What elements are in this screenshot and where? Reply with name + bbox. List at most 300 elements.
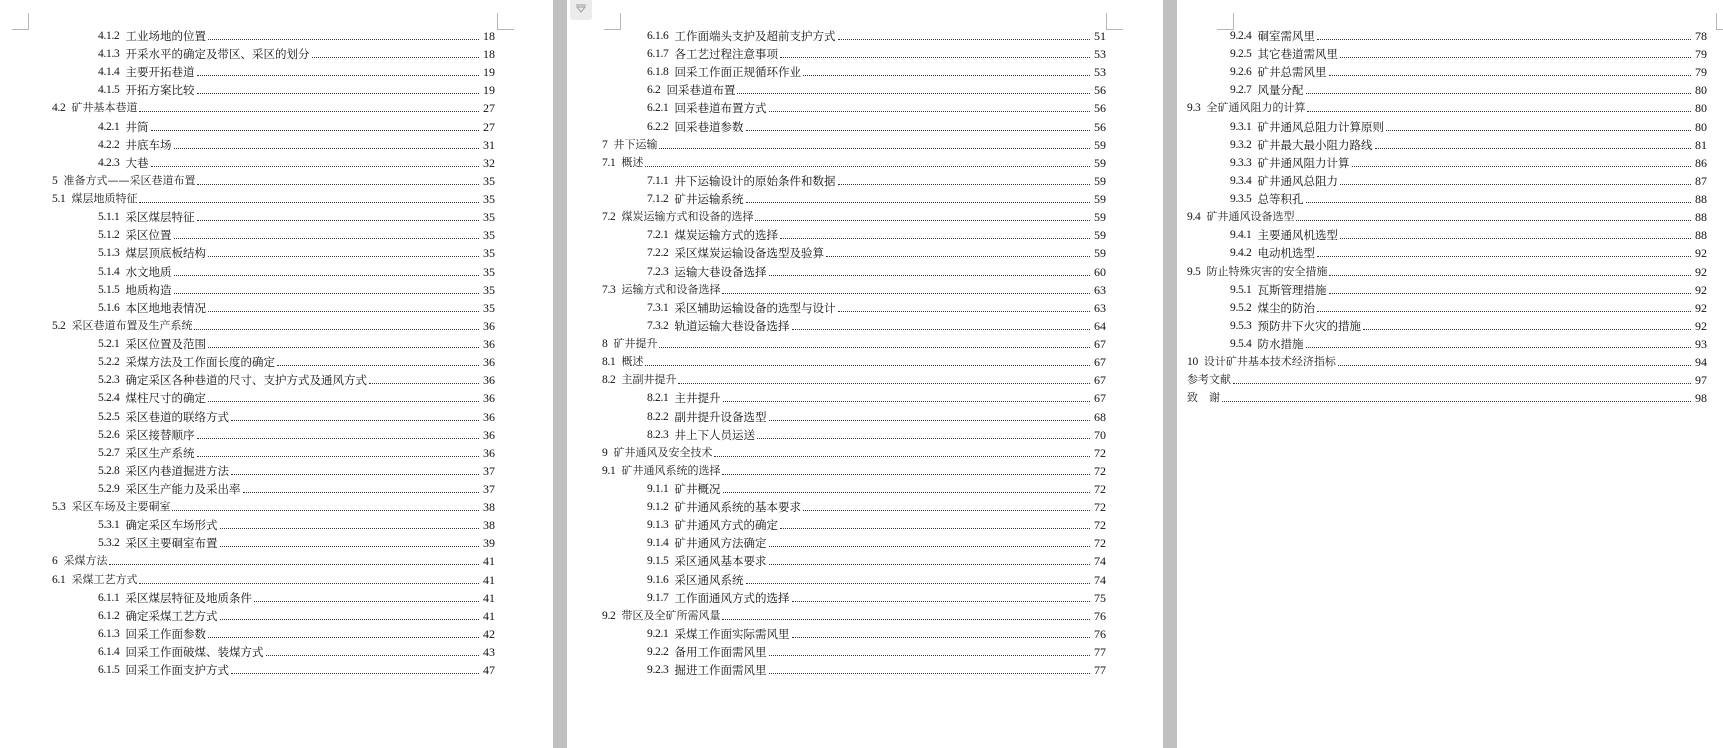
toc-entry-title: 采区煤层特征 xyxy=(125,210,195,225)
toc-entry-page-number: 41 xyxy=(483,554,495,569)
toc-entry-number: 8.2.1 xyxy=(647,392,669,405)
toc-entry-number: 9.1.2 xyxy=(647,501,669,514)
dot-leader xyxy=(1386,129,1691,131)
toc-entry-page-number: 68 xyxy=(1094,409,1106,424)
toc-entry[interactable] xyxy=(98,426,495,444)
toc-entry-title: 采区位置 xyxy=(125,228,172,243)
dot-leader xyxy=(1340,56,1691,58)
dot-leader xyxy=(231,672,479,674)
toc-entry-title: 采区辅助运输设备的选型与设计 xyxy=(674,300,836,315)
toc-entry[interactable] xyxy=(647,299,1106,317)
toc-entry[interactable] xyxy=(1230,118,1707,136)
toc-entry-page-number: 53 xyxy=(1094,47,1106,62)
toc-entry-page-number: 76 xyxy=(1094,608,1106,623)
toc-entry-number: 6 xyxy=(52,555,58,568)
toc-entry-number: 9.1.1 xyxy=(647,483,669,495)
dot-leader xyxy=(722,618,1090,620)
toc-entry-page-number: 75 xyxy=(1094,590,1106,605)
toc-entry-title: 准备方式——采区巷道布置 xyxy=(63,173,196,187)
toc-entry[interactable] xyxy=(1230,154,1707,172)
dot-leader xyxy=(723,491,1090,493)
toc-entry[interactable] xyxy=(602,444,1106,462)
toc-entry[interactable] xyxy=(98,408,495,426)
dot-leader xyxy=(737,92,1090,94)
toc-entry[interactable] xyxy=(647,118,1106,136)
dot-leader xyxy=(714,455,1090,457)
toc-entry[interactable] xyxy=(98,589,495,607)
toc-entry[interactable] xyxy=(1230,27,1707,45)
toc-entry[interactable] xyxy=(1230,317,1707,335)
toc-entry-page-number: 59 xyxy=(1094,228,1106,243)
toc-entry-number: 8 xyxy=(602,338,608,351)
dot-leader xyxy=(780,56,1090,58)
dot-leader xyxy=(803,74,1090,76)
toc-entry[interactable] xyxy=(98,118,495,136)
dot-leader xyxy=(1317,38,1691,40)
dot-leader xyxy=(1222,400,1691,402)
toc-entry-title: 采煤工艺方式 xyxy=(71,572,138,586)
toc-entry[interactable] xyxy=(98,45,495,63)
toc-entry-number: 6.1.6 xyxy=(647,30,669,42)
toc-entry-title: 煤柱尺寸的确定 xyxy=(125,391,207,406)
toc-entry[interactable] xyxy=(1187,263,1707,281)
toc-entry[interactable] xyxy=(602,353,1106,371)
toc-entry-number: 9.3.5 xyxy=(1230,193,1252,206)
dot-leader xyxy=(1306,346,1691,348)
toc-entry[interactable] xyxy=(647,99,1106,117)
dot-leader xyxy=(139,201,479,203)
toc-entry[interactable] xyxy=(647,625,1106,643)
toc-entry-title: 回采工作面破煤、装煤方式 xyxy=(125,645,264,660)
dot-leader xyxy=(769,672,1090,674)
dot-leader xyxy=(220,618,479,620)
toc-entry-page-number: 19 xyxy=(483,65,495,80)
toc-entry-page-number: 94 xyxy=(1695,355,1707,370)
dot-leader xyxy=(1317,255,1691,257)
toc-entry[interactable] xyxy=(647,552,1106,570)
toc-entry-title: 回采工作面支护方式 xyxy=(125,663,230,678)
toc-entry-title: 矿井通风方法确定 xyxy=(674,536,767,551)
toc-entry-number: 5.2.8 xyxy=(98,464,120,477)
toc-entry-page-number: 59 xyxy=(1094,210,1106,225)
toc-entry-page-number: 35 xyxy=(483,246,495,261)
toc-entry[interactable] xyxy=(602,154,1106,172)
dot-leader xyxy=(659,346,1090,348)
toc-entry-page-number: 88 xyxy=(1695,192,1707,207)
toc-entry-title: 带区及全矿所需风量 xyxy=(621,608,721,622)
toc-entry[interactable] xyxy=(647,190,1106,208)
toc-entry-page-number: 42 xyxy=(483,626,495,641)
toc-entry[interactable] xyxy=(1230,335,1707,353)
toc-entry-title: 煤炭运输方式的选择 xyxy=(674,228,779,243)
toc-entry-title: 采区位置及范围 xyxy=(125,337,207,352)
toc-entry[interactable] xyxy=(647,516,1106,534)
toc-entry-title: 矿井基本巷道 xyxy=(71,101,138,115)
toc-entry[interactable] xyxy=(98,389,495,407)
toc-entry-page-number: 64 xyxy=(1094,318,1106,333)
toc-entry[interactable] xyxy=(98,643,495,661)
toc-entry-number: 5.2 xyxy=(52,319,66,332)
toc-entry[interactable] xyxy=(602,371,1106,389)
dot-leader xyxy=(220,527,479,529)
dot-leader xyxy=(803,509,1090,511)
dot-leader xyxy=(151,129,479,131)
dot-leader xyxy=(231,419,479,421)
dot-leader xyxy=(792,600,1090,602)
toc-entry[interactable] xyxy=(98,462,495,480)
toc-entry-number: 9.2.2 xyxy=(647,646,669,659)
toc-entry-page-number: 41 xyxy=(483,590,495,605)
toc-entry-number: 9.5 xyxy=(1187,265,1201,278)
toc-entry-title: 运输大巷设备选择 xyxy=(674,264,767,279)
toc-entry[interactable] xyxy=(1230,63,1707,81)
dot-leader xyxy=(151,165,479,167)
toc-entry-page-number: 93 xyxy=(1695,337,1707,352)
toc-entry-number: 9.3.1 xyxy=(1230,120,1252,133)
toc-entry-number: 7.2 xyxy=(602,211,616,224)
toc-entry-page-number: 36 xyxy=(483,337,495,352)
toc-entry-number: 5.3.2 xyxy=(98,537,120,550)
dot-leader xyxy=(1307,110,1691,112)
toc-entry-number: 6.1.5 xyxy=(98,664,120,677)
toc-entry-title: 矿井通风阻力计算 xyxy=(1257,155,1350,170)
toc-entry[interactable] xyxy=(98,516,495,534)
toc-entry-page-number: 59 xyxy=(1094,173,1106,188)
toc-entry-number: 9.3 xyxy=(1187,102,1201,115)
toc-entry-number: 9.5.4 xyxy=(1230,338,1252,351)
toc-entry-title: 采煤方法及工作面长度的确定 xyxy=(125,355,276,370)
toc-entry-number: 5.3 xyxy=(52,501,66,514)
toc-entry-title: 矿井总需风里 xyxy=(1257,65,1327,80)
toc-entry-title: 确定采区各种巷道的尺寸、支护方式及通风方式 xyxy=(125,373,368,388)
toc-entry[interactable] xyxy=(1230,172,1707,190)
toc-entry[interactable] xyxy=(98,335,495,353)
toc-entry[interactable] xyxy=(52,172,495,190)
toc-entry-page-number: 59 xyxy=(1094,192,1106,207)
toc-entry[interactable] xyxy=(647,661,1106,679)
dot-leader xyxy=(208,38,479,40)
toc-entry-number: 8.1 xyxy=(602,356,616,369)
dot-leader xyxy=(659,147,1090,149)
toc-entry-page-number: 18 xyxy=(483,29,495,43)
toc-entry[interactable] xyxy=(1230,226,1707,244)
toc-entry-title: 参考文献 xyxy=(1187,373,1231,387)
toc-entry-title: 硐室需风里 xyxy=(1257,29,1316,43)
dot-leader xyxy=(243,491,479,493)
toc-entry[interactable] xyxy=(602,281,1106,299)
toc-entry[interactable] xyxy=(1187,389,1707,407)
toc-entry-title: 煤尘的防治 xyxy=(1257,300,1316,315)
toc-entry-title: 采区通风系统 xyxy=(674,572,744,587)
dot-leader xyxy=(723,400,1090,402)
toc-entry-page-number: 72 xyxy=(1094,463,1106,478)
toc-entry-number: 4.1.3 xyxy=(98,48,120,61)
toc-entry-number: 9.1.7 xyxy=(647,591,669,604)
toc-entry-number: 9.1 xyxy=(602,464,616,477)
toc-entry-page-number: 36 xyxy=(483,373,495,388)
toc-entry[interactable] xyxy=(602,208,1106,226)
dot-leader xyxy=(220,545,479,547)
toc-entry-page-number: 36 xyxy=(483,409,495,424)
toc-entry[interactable] xyxy=(98,371,495,389)
toc-entry-title: 矿井通风及安全技术 xyxy=(613,445,713,459)
toc-entry[interactable] xyxy=(98,27,495,45)
toc-entry[interactable] xyxy=(1230,81,1707,99)
dot-leader xyxy=(266,654,479,656)
toc-entry-page-number: 53 xyxy=(1094,65,1106,80)
toc-entry-page-number: 72 xyxy=(1094,518,1106,533)
dot-leader xyxy=(1340,237,1691,239)
toc-entry-page-number: 67 xyxy=(1094,337,1106,352)
toc-entry[interactable] xyxy=(647,45,1106,63)
toc-entry[interactable] xyxy=(98,263,495,281)
toc-entry-number: 9.2 xyxy=(602,609,616,622)
toc-entry[interactable] xyxy=(602,335,1106,353)
toc-entry[interactable] xyxy=(602,136,1106,154)
toc-entry[interactable] xyxy=(647,81,1106,99)
dot-leader xyxy=(208,310,479,312)
dot-leader xyxy=(1375,147,1691,149)
toc-entry[interactable] xyxy=(98,607,495,625)
toc-entry-title: 致 谢 xyxy=(1187,391,1220,405)
toc-entry-title: 回采工作面参数 xyxy=(125,626,207,641)
toc-entry-page-number: 67 xyxy=(1094,355,1106,370)
dot-leader xyxy=(678,382,1090,384)
toc-entry-number: 6.1.2 xyxy=(98,609,120,622)
dot-leader xyxy=(792,328,1090,330)
toc-entry-number: 5.1.3 xyxy=(98,247,120,260)
toc-entry[interactable] xyxy=(647,27,1106,45)
toc-entry-title: 井上下人员运送 xyxy=(674,427,756,442)
dot-leader xyxy=(1329,74,1691,76)
toc-entry-number: 9.1.3 xyxy=(647,519,669,532)
toc-entry-number: 9.2.1 xyxy=(647,627,669,640)
toc-entry[interactable] xyxy=(1230,136,1707,154)
toc-entry[interactable] xyxy=(647,426,1106,444)
toc-entry-page-number: 78 xyxy=(1695,29,1707,43)
toc-entry[interactable] xyxy=(98,281,495,299)
toc-entry-page-number: 76 xyxy=(1094,626,1106,641)
collapse-ribbon-button[interactable] xyxy=(570,0,592,20)
toc-entry[interactable] xyxy=(98,625,495,643)
dot-leader xyxy=(174,274,479,276)
toc-entry-page-number: 80 xyxy=(1695,119,1707,134)
toc-entry[interactable] xyxy=(98,81,495,99)
dot-leader xyxy=(109,563,479,565)
dot-leader xyxy=(1329,292,1691,294)
toc-entry[interactable] xyxy=(647,571,1106,589)
toc-entry[interactable] xyxy=(98,480,495,498)
toc-entry[interactable] xyxy=(647,480,1106,498)
toc-entry-page-number: 98 xyxy=(1695,391,1707,406)
toc-entry-title: 主要通风机选型 xyxy=(1257,228,1339,243)
toc-entry-page-number: 36 xyxy=(483,391,495,406)
toc-entry-number: 5.1.5 xyxy=(98,283,120,296)
margin-corner-mark xyxy=(497,13,514,30)
toc-entry[interactable] xyxy=(1230,244,1707,262)
toc-entry-number: 5.2.4 xyxy=(98,392,120,405)
toc-entry-page-number: 35 xyxy=(483,210,495,225)
toc-entry-number: 7.3.1 xyxy=(647,301,669,314)
toc-entry-page-number: 19 xyxy=(483,83,495,98)
dot-leader xyxy=(757,437,1090,439)
toc-entry[interactable] xyxy=(52,317,495,335)
toc-entry[interactable] xyxy=(647,534,1106,552)
dot-leader xyxy=(769,563,1090,565)
toc-entry-number: 5.2.7 xyxy=(98,446,120,459)
toc-entry-number: 6.1.8 xyxy=(647,66,669,79)
toc-entry-page-number: 92 xyxy=(1695,282,1707,297)
toc-entry[interactable] xyxy=(1187,371,1707,389)
toc-entry-page-number: 88 xyxy=(1695,228,1707,243)
dot-leader xyxy=(208,400,479,402)
toc-entry-title: 采区内巷道掘进方法 xyxy=(125,463,230,478)
toc-entry[interactable] xyxy=(98,226,495,244)
toc-entry-number: 7.3 xyxy=(602,283,616,296)
page-gutter xyxy=(1163,0,1177,748)
toc-entry-number: 7.1 xyxy=(602,156,616,169)
toc-entry-page-number: 38 xyxy=(483,500,495,515)
toc-entry-title: 回采巷道布置 xyxy=(666,83,736,98)
toc-entry-page-number: 18 xyxy=(483,47,495,62)
toc-entry-title: 电动机选型 xyxy=(1257,246,1316,261)
toc-entry[interactable] xyxy=(1230,299,1707,317)
dot-leader xyxy=(769,110,1090,112)
toc-entry-title: 地质构造 xyxy=(125,282,172,297)
toc-entry[interactable] xyxy=(647,498,1106,516)
toc-entry-number: 4.1.4 xyxy=(98,66,120,79)
toc-entry-title: 掘进工作面需风里 xyxy=(674,663,767,678)
toc-entry-number: 7.1.2 xyxy=(647,193,669,206)
dot-leader xyxy=(254,600,479,602)
dot-leader xyxy=(312,56,479,58)
toc-entry[interactable] xyxy=(98,534,495,552)
toc-entry-title: 井下运输设计的原始条件和数据 xyxy=(674,173,836,188)
toc-entry-page-number: 51 xyxy=(1094,29,1106,43)
dot-leader xyxy=(1233,382,1691,384)
toc-entry[interactable] xyxy=(52,498,495,516)
dot-leader xyxy=(1306,201,1691,203)
toc-entry-title: 水文地质 xyxy=(125,264,172,279)
toc-entry-title: 回采巷道参数 xyxy=(674,119,744,134)
dot-leader xyxy=(1352,165,1691,167)
dot-leader xyxy=(174,147,479,149)
toc-entry-title: 全矿通风阻力的计算 xyxy=(1206,101,1306,115)
toc-entry[interactable] xyxy=(647,172,1106,190)
toc-entry[interactable] xyxy=(1187,353,1707,371)
toc-entry[interactable] xyxy=(1187,208,1707,226)
toc-entry-title: 开采水平的确定及带区、采区的划分 xyxy=(125,47,310,62)
toc-entry[interactable] xyxy=(98,136,495,154)
toc-entry-title: 主要开拓巷道 xyxy=(125,65,195,80)
dot-leader xyxy=(755,219,1090,221)
dot-leader xyxy=(197,455,479,457)
toc-entry-title: 采区巷道布置及生产系统 xyxy=(71,318,193,332)
dot-leader xyxy=(645,364,1090,366)
toc-entry[interactable] xyxy=(1230,281,1707,299)
toc-entry[interactable] xyxy=(52,190,495,208)
toc-entry[interactable] xyxy=(647,244,1106,262)
toc-entry-title: 主副井提升 xyxy=(621,373,677,387)
toc-entry[interactable] xyxy=(647,389,1106,407)
toc-entry-page-number: 35 xyxy=(483,173,495,188)
toc-entry[interactable] xyxy=(647,263,1106,281)
toc-entry[interactable] xyxy=(98,63,495,81)
toc-entry[interactable] xyxy=(52,571,495,589)
toc-entry-number: 4.2.1 xyxy=(98,120,120,133)
toc-entry-page-number: 38 xyxy=(483,518,495,533)
toc-entry-page-number: 31 xyxy=(483,137,495,152)
toc-entry[interactable] xyxy=(602,607,1106,625)
toc-entry-number: 6.1.1 xyxy=(98,591,120,604)
triangle-down-icon xyxy=(575,4,587,17)
toc-entry[interactable] xyxy=(52,552,495,570)
toc-entry-page-number: 92 xyxy=(1695,318,1707,333)
toc-entry-page-number: 60 xyxy=(1094,264,1106,279)
dot-leader xyxy=(197,183,479,185)
toc-entry-title: 采区煤炭运输设备选型及验算 xyxy=(674,246,825,261)
toc-entry-page-number: 36 xyxy=(483,445,495,460)
toc-entry[interactable] xyxy=(52,99,495,117)
toc-entry-title: 矿井最大最小阻力路线 xyxy=(1257,137,1373,152)
toc-entry[interactable] xyxy=(98,444,495,462)
margin-corner-mark xyxy=(12,13,29,30)
toc-entry-title: 采区生产系统 xyxy=(125,445,195,460)
toc-entry[interactable] xyxy=(647,589,1106,607)
toc-entry-title: 确定采区车场形式 xyxy=(125,518,218,533)
toc-entry[interactable] xyxy=(647,408,1106,426)
toc-entry[interactable] xyxy=(647,643,1106,661)
document-page-1 xyxy=(0,0,553,748)
toc-entry[interactable] xyxy=(647,226,1106,244)
toc-entry-number: 5.1.4 xyxy=(98,265,120,278)
toc-entry-number: 6.2.1 xyxy=(647,102,669,115)
toc-entry-number: 7.2.3 xyxy=(647,265,669,278)
toc-entry-number: 5.2.5 xyxy=(98,410,120,423)
toc-entry-page-number: 79 xyxy=(1695,65,1707,80)
toc-entry-page-number: 37 xyxy=(483,463,495,478)
dot-leader xyxy=(838,310,1090,312)
toc-entry[interactable] xyxy=(647,317,1106,335)
toc-entry-number: 4.2.3 xyxy=(98,156,120,169)
toc-entry-page-number: 87 xyxy=(1695,173,1707,188)
dot-leader xyxy=(769,274,1090,276)
toc-entry[interactable] xyxy=(98,353,495,371)
dot-leader xyxy=(1317,310,1691,312)
toc-entry-title: 矿井通风总阻力计算原则 xyxy=(1257,119,1385,134)
toc-entry[interactable] xyxy=(1230,45,1707,63)
toc-entry-number: 7.1.1 xyxy=(647,174,669,187)
toc-entry-title: 采区接替顺序 xyxy=(125,427,195,442)
toc-entry-title: 风量分配 xyxy=(1257,83,1304,98)
dot-leader xyxy=(139,582,479,584)
toc-entry-title: 煤炭运输方式和设备的选择 xyxy=(621,210,754,224)
toc-entry-title: 井下运输 xyxy=(613,137,658,151)
toc-entry[interactable] xyxy=(602,462,1106,480)
toc-entry-number: 9.2.6 xyxy=(1230,66,1252,79)
toc-entry[interactable] xyxy=(98,154,495,172)
toc-entry[interactable] xyxy=(98,208,495,226)
toc-entry[interactable] xyxy=(1230,190,1707,208)
toc-entry-number: 5.2.2 xyxy=(98,356,120,369)
toc-entry[interactable] xyxy=(98,244,495,262)
toc-entry[interactable] xyxy=(647,63,1106,81)
toc-entry-page-number: 63 xyxy=(1094,282,1106,297)
toc-entry[interactable] xyxy=(98,661,495,679)
toc-entry[interactable] xyxy=(98,299,495,317)
toc-entry-title: 工作面通风方式的选择 xyxy=(674,590,790,605)
toc-entry[interactable] xyxy=(1187,99,1707,117)
